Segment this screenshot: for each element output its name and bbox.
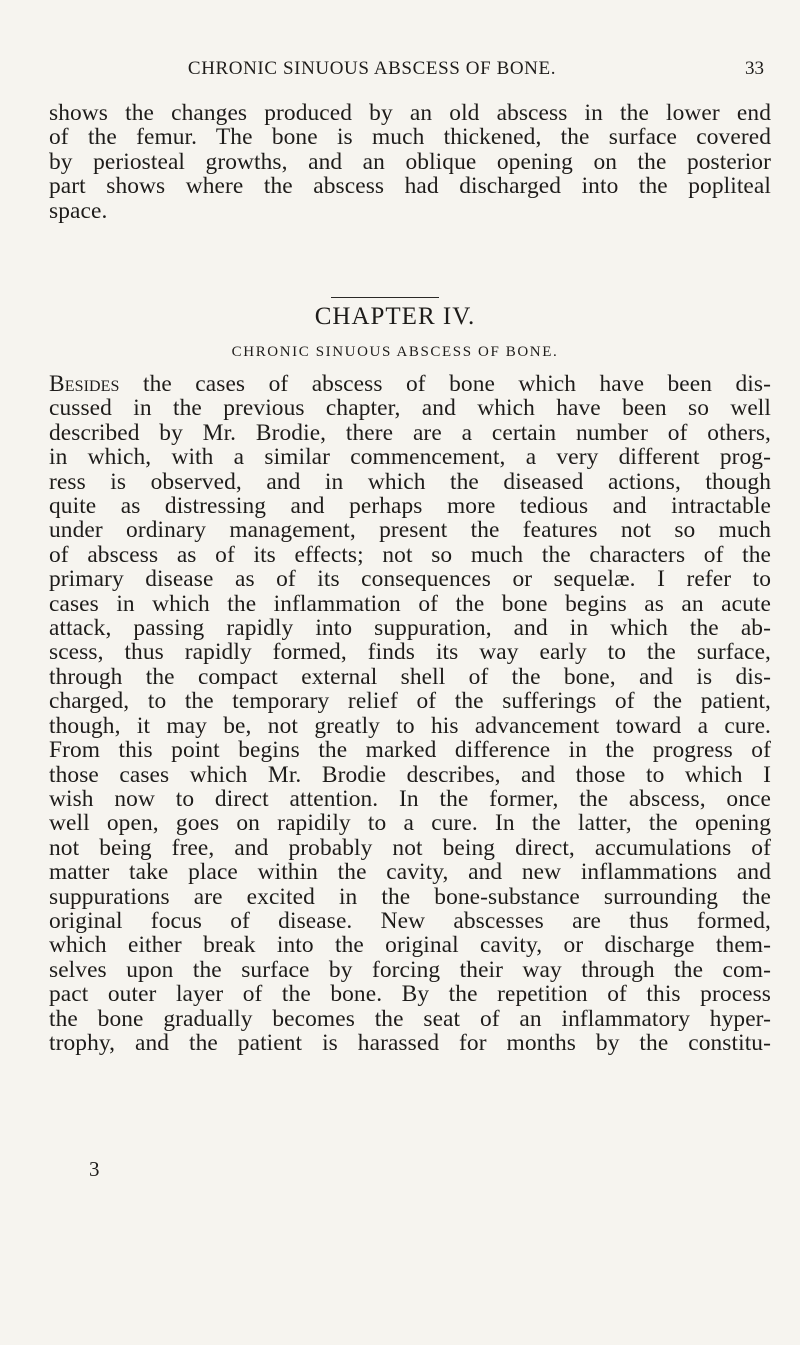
running-head: CHRONIC SINUOUS ABSCESS OF BONE. [187,58,557,79]
text-line: space. [49,197,108,224]
text-line: From this point begins the marked difference in the progress of [49,737,771,764]
text-line: ress is observed, and in which the diseased actions, though [49,468,771,495]
text-line: primary disease as of its consequences or sequelæ. I refer to [49,566,771,593]
text-line: which either break into the original cavity, or discharge them- [49,932,771,959]
chapter-paragraph [49,372,771,1055]
text-line: attack, passing rapidly into suppuration, and in which the ab- [49,615,771,642]
section-divider [331,297,439,298]
continued-paragraph [49,101,771,223]
text-line: quite as distressing and perhaps more tedious and intractable [49,493,771,520]
text-line: matter take place within the cavity, and new inflammations and [49,859,771,886]
chapter-title: CHAPTER IV. [314,303,476,330]
text-line: suppurations are excited in the bone-substance surrounding the [49,883,771,910]
text-line: in which, with a similar commencement, a very different prog- [49,444,771,471]
text-line: selves upon the surface by forcing their way through the com- [49,956,771,983]
text-line: shows the changes produced by an old abscess in the lower end [49,100,771,126]
text-line: original focus of disease. New abscesses are thus formed, [49,907,771,934]
text-line: of abscess as of its effects; not so much the characters of the [49,541,771,568]
text-line: cases in which the inflammation of the bone begins as an acute [49,590,771,617]
text-line: charged, to the temporary relief of the sufferings of the patient, [49,688,771,715]
text-line: by periosteal growths, and an oblique opening on the posterior [49,148,771,175]
text-line: the bone gradually becomes the seat of an inflammatory hyper- [49,1005,771,1032]
text-line: through the compact external shell of the bone, and is dis- [49,663,771,690]
text-line: cussed in the previous chapter, and which have been so well [49,395,771,422]
text-line: pact outer layer of the bone. By the repetition of this process [49,981,771,1008]
text-line: described by Mr. Brodie, there are a certain number of others, [49,419,771,446]
text-line: well open, goes on rapidily to a cure. In the latter, the opening [49,810,771,837]
opening-word: Besides [49,371,120,397]
text-line: trophy, and the patient is harassed for months by the constitu- [49,1029,771,1056]
text-line: part shows where the abscess had discharged into the popliteal [49,173,771,200]
text-line: those cases which Mr. Brodie describes, and those to which I [49,761,771,788]
text-line: Besides the cases of abscess of bone which have been dis- [49,371,771,397]
text-line: of the femur. The bone is much thickened, the surface covered [49,124,771,151]
text-line: not being free, and probably not being direct, accumulations of [49,834,771,861]
text-line: scess, thus rapidly formed, finds its way early to the surface, [49,639,771,666]
text-line: wish now to direct attention. In the former, the abscess, once [49,785,771,812]
chapter-subtitle: CHRONIC SINUOUS ABSCESS OF BONE. [231,344,559,360]
text-line: though, it may be, not greatly to his advancement toward a cure. [49,712,771,739]
page-number: 33 [745,58,764,79]
text-line: under ordinary management, present the features not so much [49,517,771,544]
signature-mark: 3 [89,1157,100,1181]
